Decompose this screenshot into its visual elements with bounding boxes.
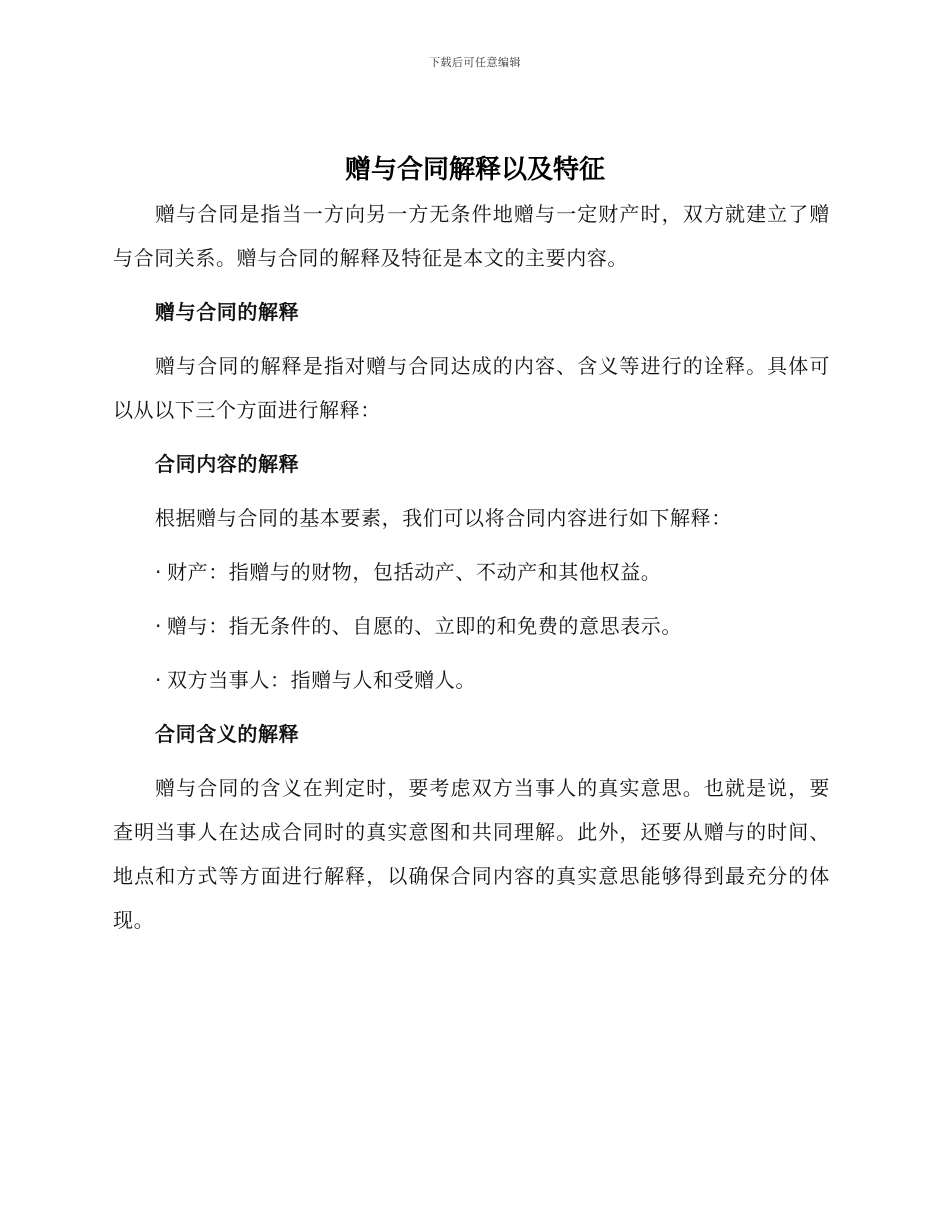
section-paragraph-contract-explanation: 赠与合同的解释是指对赠与合同达成的内容、含义等进行的诠释。具体可以从以下三个方面进行解释： [113,354,830,422]
intro-paragraph: 赠与合同是指当一方向另一方无条件地赠与一定财产时，双方就建立了赠与合同关系。赠与合同的解释及特征是本文的主要内容。 [113,202,830,270]
document-body [113,192,830,942]
bullet-item-gift [113,604,830,648]
bullet-text: 财产：指赠与的财物，包括动产、不动产和其他权益。 [167,560,662,584]
bullet-text: 双方当事人：指赠与人和受赠人。 [167,668,476,692]
section-paragraph-meaning-explanation: 赠与合同的含义在判定时，要考虑双方当事人的真实意思。也就是说，要查明当事人在达成合同时的真实意图和共同理解。此外，还要从赠与的时间、地点和方式等方面进行解释，以确保合同内容的真实意思能够得到最充分的体现。 [113,776,830,932]
bullet-item-parties [113,658,830,702]
page-header: 下载后可任意编辑 [429,56,521,69]
section-heading-contract-explanation: 赠与合同的解释 [155,300,300,324]
bullet-dot-icon: · [155,560,162,584]
bullet-dot-icon: · [155,614,162,638]
section-heading-meaning-explanation: 合同含义的解释 [155,722,300,746]
bullet-text: 赠与：指无条件的、自愿的、立即的和免费的意思表示。 [167,614,682,638]
bullet-dot-icon: · [155,668,162,692]
bullet-item-property [113,550,830,594]
section-heading-content-explanation: 合同内容的解释 [155,452,300,476]
document-title: 赠与合同解释以及特征 [344,155,605,185]
section-paragraph-content-explanation: 根据赠与合同的基本要素，我们可以将合同内容进行如下解释： [155,506,732,530]
